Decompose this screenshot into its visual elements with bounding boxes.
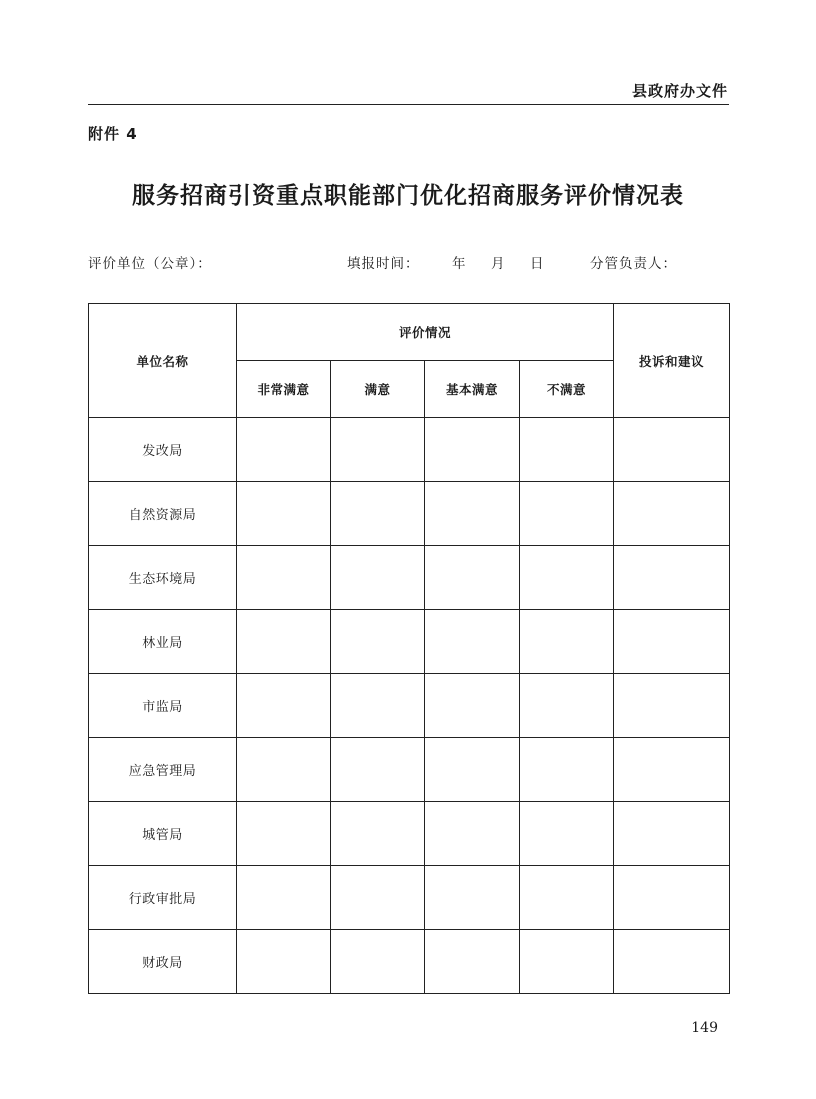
dissatisfied-cell[interactable] — [520, 802, 614, 866]
basically-satisfied-cell[interactable] — [425, 674, 520, 738]
day-label: 日 — [530, 256, 545, 272]
very-satisfied-cell[interactable] — [237, 866, 331, 930]
table-row — [89, 738, 730, 802]
satisfied-cell[interactable] — [331, 866, 425, 930]
complaint-cell[interactable] — [614, 802, 730, 866]
complaint-cell[interactable] — [614, 738, 730, 802]
table-row — [89, 930, 730, 994]
table-row — [89, 866, 730, 930]
satisfied-cell[interactable] — [331, 802, 425, 866]
very-satisfied-cell[interactable] — [237, 930, 331, 994]
basically-satisfied-cell[interactable] — [425, 802, 520, 866]
very-satisfied-header: 非常满意 — [237, 361, 331, 418]
evaluation-table — [88, 303, 730, 994]
satisfied-cell[interactable] — [331, 546, 425, 610]
complaint-cell[interactable] — [614, 930, 730, 994]
basically-satisfied-cell[interactable] — [425, 930, 520, 994]
unit-name-header: 单位名称 — [89, 304, 237, 418]
complaint-cell[interactable] — [614, 674, 730, 738]
month-label: 月 — [491, 256, 506, 272]
header-divider — [88, 104, 729, 105]
very-satisfied-cell[interactable] — [237, 802, 331, 866]
dissatisfied-cell[interactable] — [520, 482, 614, 546]
basically-satisfied-header: 基本满意 — [425, 361, 520, 418]
basically-satisfied-cell[interactable] — [425, 738, 520, 802]
dissatisfied-cell[interactable] — [520, 674, 614, 738]
complaint-cell[interactable] — [614, 610, 730, 674]
page-title: 服务招商引资重点职能部门优化招商服务评价情况表 — [132, 182, 684, 209]
basically-satisfied-cell[interactable] — [425, 866, 520, 930]
table-row — [89, 546, 730, 610]
very-satisfied-cell[interactable] — [237, 674, 331, 738]
satisfied-cell[interactable] — [331, 418, 425, 482]
dissatisfied-cell[interactable] — [520, 866, 614, 930]
dissatisfied-cell[interactable] — [520, 610, 614, 674]
table-row — [89, 674, 730, 738]
unit-name-cell: 行政审批局 — [89, 866, 237, 930]
responsible-person-label: 分管负责人： — [590, 256, 677, 272]
very-satisfied-cell[interactable] — [237, 738, 331, 802]
complaint-suggestion-header: 投诉和建议 — [614, 304, 730, 418]
unit-name-cell: 自然资源局 — [89, 482, 237, 546]
unit-name-cell: 财政局 — [89, 930, 237, 994]
table-row — [89, 610, 730, 674]
unit-name-cell: 市监局 — [89, 674, 237, 738]
unit-name-cell: 应急管理局 — [89, 738, 237, 802]
page-number: 149 — [691, 1020, 718, 1036]
dissatisfied-cell[interactable] — [520, 418, 614, 482]
satisfied-cell[interactable] — [331, 674, 425, 738]
table-row — [89, 482, 730, 546]
satisfied-cell[interactable] — [331, 930, 425, 994]
satisfied-cell[interactable] — [331, 482, 425, 546]
evaluation-header: 评价情况 — [237, 304, 614, 361]
unit-name-cell: 发改局 — [89, 418, 237, 482]
basically-satisfied-cell[interactable] — [425, 482, 520, 546]
attachment-label: 附件 4 — [88, 125, 138, 143]
complaint-cell[interactable] — [614, 418, 730, 482]
basically-satisfied-cell[interactable] — [425, 610, 520, 674]
very-satisfied-cell[interactable] — [237, 546, 331, 610]
basically-satisfied-cell[interactable] — [425, 546, 520, 610]
unit-name-cell: 林业局 — [89, 610, 237, 674]
satisfied-cell[interactable] — [331, 738, 425, 802]
header-label: 县政府办文件 — [631, 82, 728, 100]
evaluating-unit-label: 评价单位（公章）： — [88, 256, 212, 272]
very-satisfied-cell[interactable] — [237, 610, 331, 674]
table-row — [89, 802, 730, 866]
unit-name-cell: 城管局 — [89, 802, 237, 866]
dissatisfied-header: 不满意 — [520, 361, 614, 418]
very-satisfied-cell[interactable] — [237, 482, 331, 546]
complaint-cell[interactable] — [614, 866, 730, 930]
complaint-cell[interactable] — [614, 482, 730, 546]
satisfied-header: 满意 — [331, 361, 425, 418]
very-satisfied-cell[interactable] — [237, 418, 331, 482]
complaint-cell[interactable] — [614, 546, 730, 610]
fill-time-label: 填报时间： — [347, 256, 420, 272]
dissatisfied-cell[interactable] — [520, 738, 614, 802]
unit-name-cell: 生态环境局 — [89, 546, 237, 610]
satisfied-cell[interactable] — [331, 610, 425, 674]
dissatisfied-cell[interactable] — [520, 930, 614, 994]
dissatisfied-cell[interactable] — [520, 546, 614, 610]
year-label: 年 — [452, 256, 467, 272]
table-row — [89, 418, 730, 482]
basically-satisfied-cell[interactable] — [425, 418, 520, 482]
